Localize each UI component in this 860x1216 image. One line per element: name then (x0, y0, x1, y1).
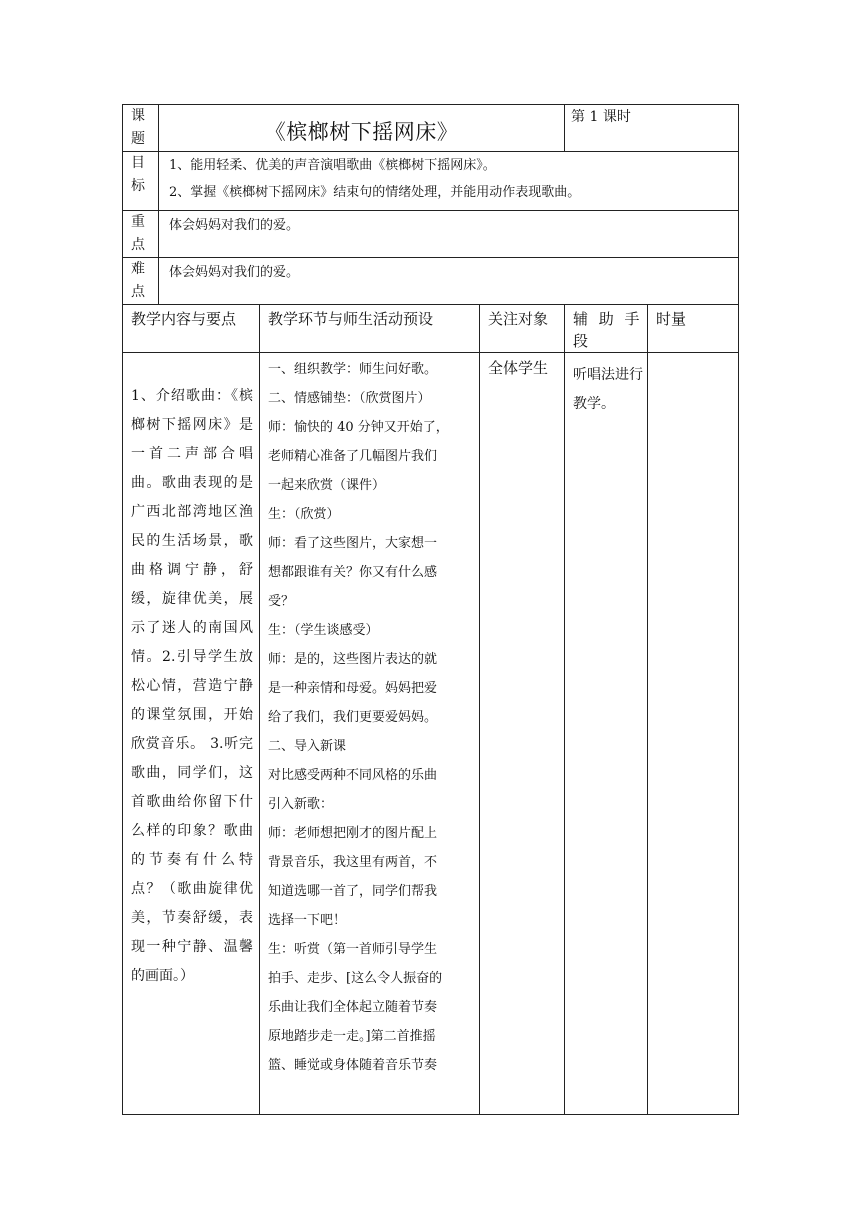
activity-line: 二、情感铺垫：（欣赏图片） (268, 391, 431, 406)
content-cell: 1、介绍歌曲：《槟榔树下摇网床》是一首二声部合唱曲。歌曲表现的是广西北部湾地区渔民的生活场景，歌曲格调宁静，舒缓，旋律优美，展示了迷人的南国风情。2.引导学生放松心情，营造宁静的课堂氛围，开始欣赏音乐。 3.听完歌曲，同学们，这首歌曲给你留下什么样的印象？歌曲的节奏有什么特点？（歌曲旋律优美，节奏舒缓，表现一种宁静、温馨的画面。） (123, 353, 260, 1115)
activity-line: 拍手、走步、[这么令人振奋的 (268, 971, 443, 986)
activity-line: 选择一下吧！ (268, 913, 347, 928)
header-time: 时量 (648, 305, 739, 353)
goal-row (123, 152, 739, 211)
lesson-plan-table (122, 104, 739, 1115)
activity-line: 生：（欣赏） (268, 507, 340, 522)
activity-line: 是一种亲情和母爱。妈妈把爱 (268, 681, 438, 696)
activities-cell (260, 353, 480, 1115)
key-point-text: 体会妈妈对我们的爱。 (159, 211, 739, 258)
key-point-label: 重点 (123, 211, 159, 258)
activity-line: 原地踏步走一走。]第二首推摇 (268, 1029, 436, 1044)
title-row (123, 105, 739, 152)
activity-line: 一、组织教学：师生问好歌。 (268, 362, 438, 377)
goal-item: 1、能用轻柔、优美的声音演唱歌曲《槟榔树下摇网床》。 (169, 158, 496, 173)
activity-line: 老师精心准备了几幅图片我们 (268, 449, 438, 464)
focus-cell: 全体学生 (480, 353, 565, 1115)
header-focus: 关注对象 (480, 305, 565, 353)
goals-cell (159, 152, 739, 211)
header-aids: 辅 助 手段 (565, 305, 648, 353)
activity-line: 师：看了这些图片，大家想一 (268, 536, 438, 551)
difficulty-label: 难点 (123, 258, 159, 305)
activity-line: 背景音乐，我这里有两首，不 (268, 855, 438, 870)
title-label: 课题 (123, 105, 159, 152)
activity-line: 生：听赏（第一首师引导学生 (268, 942, 438, 957)
activity-line: 给了我们，我们更要爱妈妈。 (268, 710, 438, 725)
activity-line: 对比感受两种不同风格的乐曲 (268, 768, 438, 783)
column-header-row (123, 305, 739, 353)
lesson-title: 《槟榔树下摇网床》 (264, 120, 459, 144)
activity-line: 乐曲让我们全体起立随着节奏 (268, 1000, 438, 1015)
activity-line: 篮、睡觉或身体随着音乐节奏 (268, 1058, 438, 1073)
key-point-row (123, 211, 739, 258)
activity-line: 生：（学生谈感受） (268, 623, 379, 638)
activity-line: 引入新歌： (268, 797, 334, 812)
goal-label: 目标 (123, 152, 159, 211)
activity-line: 师：老师想把刚才的图片配上 (268, 826, 438, 841)
title-cell (159, 105, 565, 152)
aids-cell: 听唱法进行教学。 (565, 353, 648, 1115)
difficulty-row (123, 258, 739, 305)
difficulty-text: 体会妈妈对我们的爱。 (159, 258, 739, 305)
activity-line: 师：是的，这些图片表达的就 (268, 652, 438, 667)
activity-line: 想都跟谁有关？你又有什么感 (268, 565, 438, 580)
time-cell (648, 353, 739, 1115)
activity-line: 知道选哪一首了，同学们帮我 (268, 884, 438, 899)
lesson-period: 第 1 课时 (565, 105, 739, 152)
body-row (123, 353, 739, 1115)
header-content: 教学内容与要点 (123, 305, 260, 353)
header-activities: 教学环节与师生活动预设 (260, 305, 480, 353)
goal-item: 2、掌握《槟榔树下摇网床》结束句的情绪处理，并能用动作表现歌曲。 (169, 185, 581, 200)
activity-line: 师：愉快的 40 分钟又开始了， (268, 420, 449, 435)
activity-line: 受？ (268, 594, 295, 609)
activity-line: 二、导入新课 (268, 739, 347, 754)
activity-line: 一起来欣赏（课件） (268, 478, 386, 493)
